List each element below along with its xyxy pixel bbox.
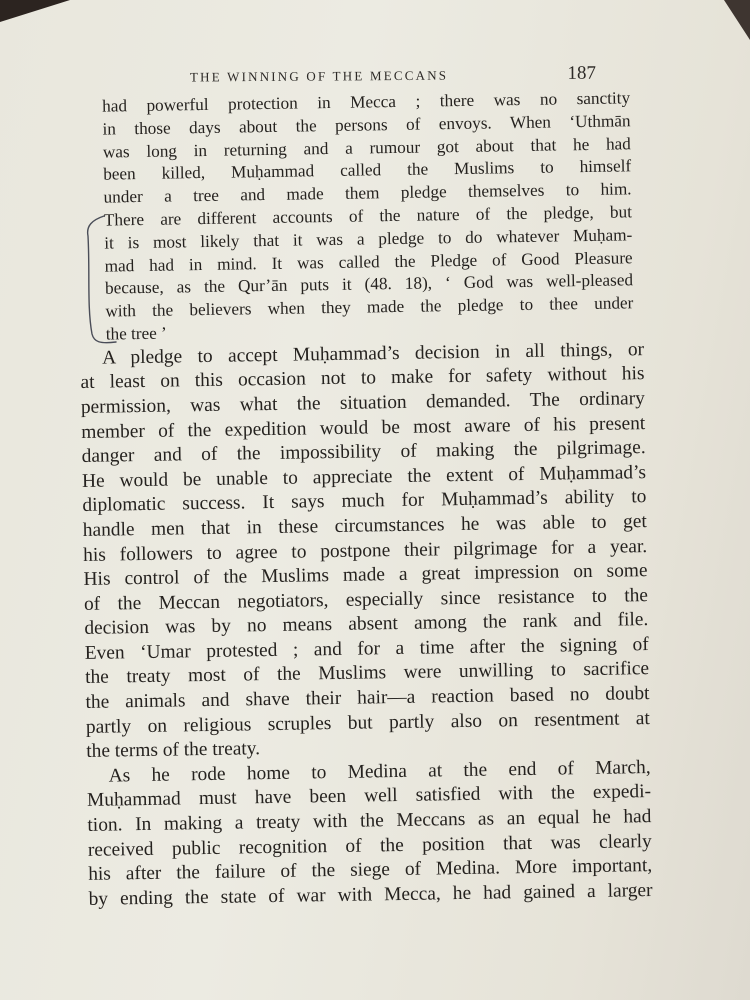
text-line: partly on religious scruples but partly also on resentment at bbox=[85, 707, 651, 738]
text-line: had powerful protection in Mecca ; there was no sanctity bbox=[102, 88, 631, 116]
page-header bbox=[189, 62, 610, 92]
running-head: THE WINNING OF THE MECCANS bbox=[189, 67, 449, 85]
text-line: Muḥammad must have been well satisfied with the expedi- bbox=[86, 781, 652, 812]
text-line: handle men that in these circumstances he was able to get bbox=[82, 511, 647, 541]
page-number: 187 bbox=[567, 62, 597, 84]
text-line: Even ‘Umar protested ; and for a time after the signing of bbox=[84, 633, 649, 664]
text-line: mad had in mind. It was called the Pledge of Good Pleasure bbox=[104, 247, 633, 276]
text-line: was long in returning and a rumour got about that he had bbox=[102, 133, 631, 162]
text-line: tion. In making a treaty with the Meccans as an equal he had bbox=[87, 806, 652, 836]
text-line: There are different accounts of the nature of the pledge, but bbox=[103, 202, 633, 230]
text-line: received public recognition of the position that was clearly bbox=[87, 830, 652, 861]
paragraph-2 bbox=[87, 756, 653, 912]
text-line: As he rode home to Medina at the end of March, bbox=[108, 756, 651, 787]
block-quote bbox=[76, 87, 644, 347]
paragraph-1 bbox=[80, 338, 650, 765]
text-line: it is most likely that it was a pledge to do whatever Muḥam- bbox=[104, 225, 633, 253]
text-line: under a tree and made them pledge themselves to him. bbox=[103, 179, 632, 207]
text-line: decision was by no means absent among the rank and file. bbox=[84, 609, 649, 640]
text-line: the tree ’ bbox=[105, 323, 167, 344]
text-line: A pledge to accept Muḥammad’s decision in all things, or bbox=[101, 338, 645, 369]
text-line: in those days about the persons of envoys. When ‘Uthmān bbox=[102, 111, 631, 139]
background-corner-left bbox=[0, 0, 70, 22]
text-line: the animals and shave their hair—a reaction based no doubt bbox=[85, 683, 650, 714]
text-line: He would be unable to appreciate the extent of Muḥammad’s bbox=[81, 461, 647, 492]
text-line: diplomatic success. It says much for Muḥammad’s ability to bbox=[82, 486, 647, 517]
text-line: at least on this occasion not to make for safety without his bbox=[80, 363, 645, 394]
body-text bbox=[76, 87, 653, 912]
text-line: been killed, Muḥammad called the Muslims to himself bbox=[103, 156, 632, 184]
text-line: his followers to agree to postpone their pilgrimage for a year. bbox=[83, 535, 648, 566]
text-line: of the Meccan negotiators, especially since resistance to the bbox=[83, 584, 649, 615]
text-line: His control of the Muslims made a great impression on some bbox=[83, 560, 648, 591]
text-line: his after the failure of the siege of Medina. More important, bbox=[88, 855, 653, 886]
text-line: the terms of the treaty. bbox=[86, 738, 261, 763]
text-line: by ending the state of war with Mecca, he had gained a larger bbox=[88, 879, 653, 910]
text-line: permission, was what the situation demanded. The ordinary bbox=[80, 388, 645, 418]
background-corner-right bbox=[724, 0, 750, 40]
text-line: the treaty most of the Muslims were unwilling to sacrifice bbox=[84, 658, 650, 689]
text-line: because, as the Qur’ān puts it (48. 18), ‘ God was well-pleased bbox=[104, 270, 634, 298]
text-line: with the believers when they made the pledge to thee under bbox=[105, 293, 634, 321]
text-line: member of the expedition would be most aware of his present bbox=[81, 412, 646, 443]
text-line: danger and of the impossibility of making the pilgrimage. bbox=[81, 437, 646, 468]
